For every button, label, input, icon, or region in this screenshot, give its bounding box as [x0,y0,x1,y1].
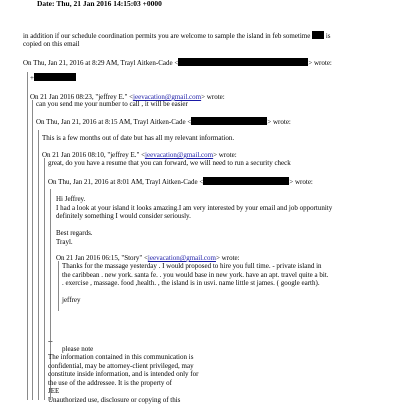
intro-line-2: copied on this email [23,40,80,49]
message-6-header: On Thu, Jan 21, 2016 at 8:01 AM, Trayl Aitken-Cade < > wrote: [48,177,313,187]
body-line: definitely something I would consider seriously. [56,212,332,221]
disclaimer-line: JEE [48,387,198,396]
message-2-header: On 21 Jan 2016 08:23, "jeffrey E." <jeevacation@gmail.com> wrote: [30,93,225,102]
disclaimer-text [48,353,198,404]
disclaimer-line: Unauthorized use, disclosure or copying of this [48,396,198,404]
message-8-body [62,262,329,305]
email-link[interactable]: jeevacation@gmail.com [133,93,201,101]
intro-text: in addition if our schedule coordination permits you are welcome to sample the island in feb sometime [23,32,310,40]
redaction [34,73,76,81]
signature: jeffrey [62,296,329,305]
email-link[interactable]: jeevacation@gmail.com [145,151,213,159]
disclaimer-line: the use of the addressee. It is the property of [48,379,198,388]
closing: Best regards. [56,229,332,238]
signature: Trayl. [56,238,332,247]
greeting: Hi Jeffrey. [56,195,332,204]
redaction [203,177,289,185]
signature-dashes: -- [48,337,53,346]
message-8-header: On 21 Jan 2016 06:15, "Story" <jeevacation@gmail.com> wrote: [56,254,240,263]
message-7-body [56,195,332,246]
redaction [312,31,324,39]
message-5-header: On 21 Jan 2016 08:10, "jeffrey E." <jeevacation@gmail.com> wrote: [42,151,237,160]
message-2-body: can you send me your number to call , it will be easier [36,100,188,109]
disclaimer-line: confidential, may be attorney-client privileged, may [48,362,198,371]
intro-text-is: is [326,32,331,40]
body-line: Thanks for the massage yesterday . I would proposed to hire you full time. - private island in [62,262,329,271]
disclaimer-line: constitute inside information, and is intended only for [48,370,198,379]
redacted-line: + [30,73,76,83]
body-line: I had a look at your island it looks amazing.I am very interested by your email and job opportunity [56,204,332,213]
date-header [37,0,162,9]
redaction [191,117,267,125]
message-5-body: great, do you have a resume that you can forward, we will need to run a security check [48,159,291,168]
date-value: Thu, 21 Jan 2016 14:15:03 +0000 [56,0,162,8]
message-4-body: This is a few months out of date but has all my relevant information. [42,134,234,143]
disclaimer-line: The information contained in this communication is [48,353,198,362]
body-line: the caribbean . new york. santa fe. . you would base in new york. have an apt. travel quite a bit. [62,271,329,280]
email-link[interactable]: jeevacation@gmail.com [148,254,216,262]
disclaimer-title: please note [62,345,93,354]
date-label: Date: [37,0,55,8]
message-3-header: On Thu, Jan 21, 2016 at 8:15 AM, Trayl Aitken-Cade < > wrote: [36,117,291,127]
body-line: . exercise , massage. food ,health. , the island is in usvi. name little st james. ( google earth). [62,279,329,288]
message-1-header: On Thu, Jan 21, 2016 at 8:29 AM, Trayl Aitken-Cade < > wrote: [23,58,332,68]
redaction [178,58,308,66]
